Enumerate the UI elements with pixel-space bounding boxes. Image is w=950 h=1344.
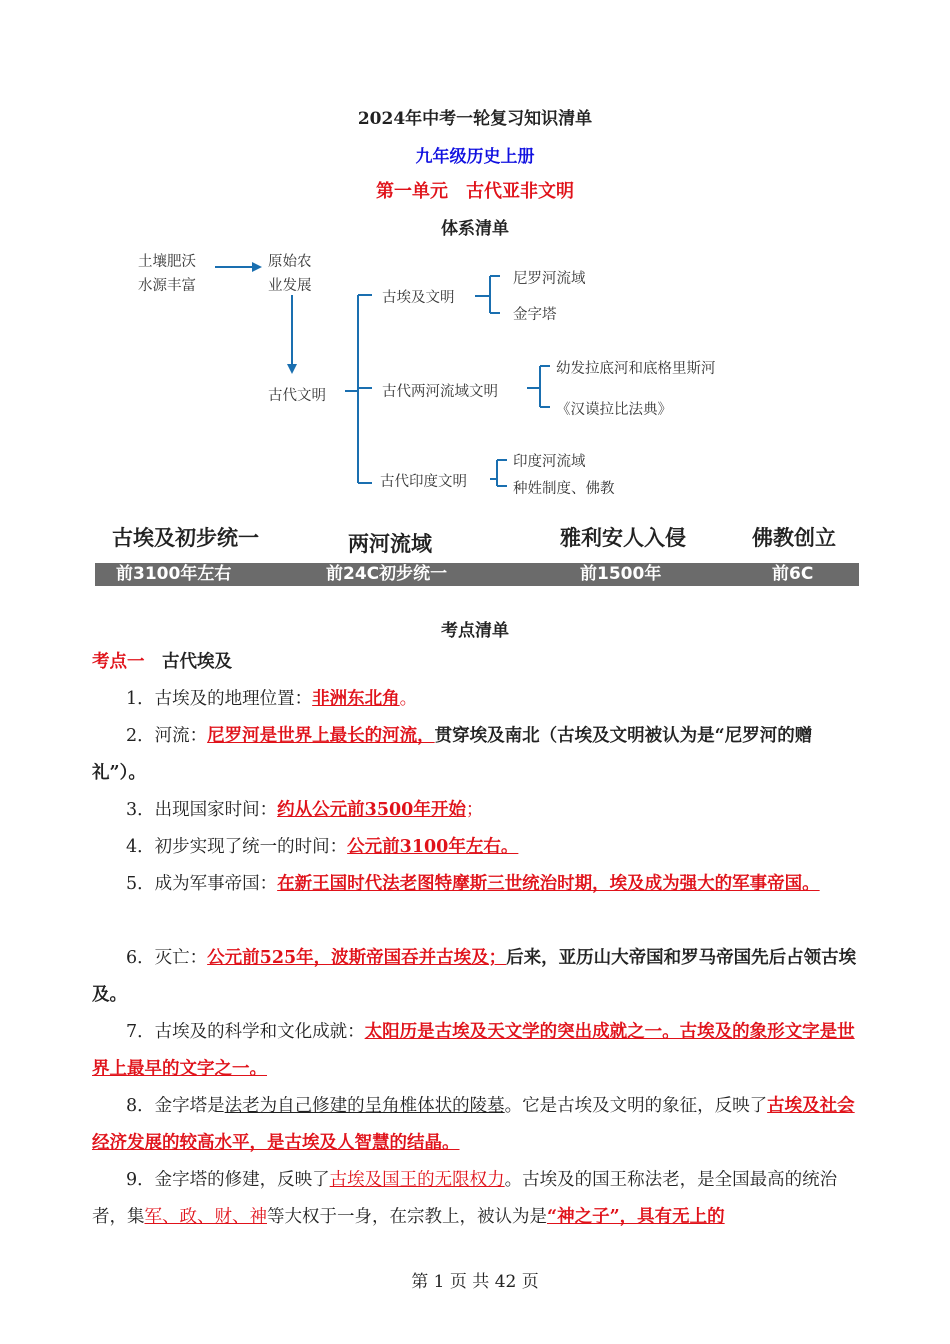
item-text: 9．金字塔的修建，反映了 <box>126 1170 330 1190</box>
item-answer: 公元前3100年左右。 <box>347 837 519 857</box>
item-text: 。它是古埃及文明的象征，反映了 <box>504 1096 768 1116</box>
map-egypt-item: 金字塔 <box>513 307 557 323</box>
item-answer: 太阳历是古埃及天文学的突出成就之一。古埃及的象形文字是世界上最早的文字之一。 <box>92 1022 855 1079</box>
map-root-civilization: 古代文明 <box>268 388 326 404</box>
item-answer: 在新王国时代法老图特摩斯三世统治时期，埃及成为强大的军事帝国。 <box>277 874 820 894</box>
timeline-date: 前6C <box>772 564 814 584</box>
item-answer: 尼罗河是世界上最长的河流， <box>207 726 435 746</box>
map-egypt-item: 尼罗河流域 <box>513 271 586 287</box>
item-text: 1．古埃及的地理位置： <box>126 689 313 709</box>
item-text: 5．成为军事帝国： <box>126 874 278 894</box>
page-footer: 第 1 页 共 42 页 <box>411 1272 539 1292</box>
item-answer: 非洲东北角 <box>312 689 400 709</box>
timeline-date: 前3100年左右 <box>116 564 232 584</box>
map-result-agri-1: 原始农 <box>268 254 312 270</box>
map-mesopotamia: 古代两河流域文明 <box>382 384 498 400</box>
item-answer: 古埃及国王的无限权力 <box>329 1170 505 1190</box>
unit-title: 第一单元 古代亚非文明 <box>376 181 574 202</box>
timeline-event: 佛教创立 <box>752 526 836 550</box>
item-text: 贯穿埃及南北（古埃及文明被认为是“尼罗河的赠礼”）。 <box>92 726 813 783</box>
map-india: 古代印度文明 <box>380 474 467 490</box>
item-5 <box>92 866 860 903</box>
item-text: 6．灭亡： <box>126 948 208 968</box>
item-answer: “神之子”，具有无上的 <box>547 1207 725 1227</box>
point-title: 古代埃及 <box>162 652 232 672</box>
item-answer: 军、政、财、神 <box>144 1207 267 1227</box>
item-text: 8．金字塔是 <box>126 1096 225 1116</box>
map-egypt: 古埃及文明 <box>382 290 455 306</box>
item-answer: 公元前525年，波斯帝国吞并古埃及； <box>207 948 507 968</box>
item-text: 。古埃及的国王称法老，是全国最高的统治者，集 <box>92 1170 838 1227</box>
map-india-item: 印度河流域 <box>513 454 586 470</box>
item-4 <box>92 829 860 866</box>
system-heading: 体系清单 <box>441 219 509 239</box>
doc-title: 2024年中考一轮复习知识清单 <box>357 109 593 129</box>
item-2 <box>92 718 860 792</box>
timeline-event: 两河流域 <box>348 532 432 556</box>
timeline-event: 雅利安人入侵 <box>560 526 686 550</box>
item-text: 2．河流： <box>126 726 208 746</box>
item-text: 后来，亚历山大帝国和罗马帝国先后占领古埃及。 <box>92 948 857 1005</box>
item-text: 等大权于一身，在宗教上，被认为是 <box>267 1207 547 1227</box>
map-cause-soil: 土壤肥沃 <box>138 254 196 270</box>
map-meso-item: 幼发拉底河和底格里斯河 <box>556 361 716 377</box>
map-result-agri-2: 业发展 <box>268 278 312 294</box>
point-heading <box>92 644 860 681</box>
map-meso-item: 《汉谟拉比法典》 <box>556 402 672 418</box>
item-answer: 古埃及社会经济发展的较高水平，是古埃及人智慧的结晶。 <box>92 1096 855 1153</box>
item-text: 7．古埃及的科学和文化成就： <box>126 1022 365 1042</box>
timeline-date: 前1500年 <box>580 564 662 584</box>
item-7 <box>92 1014 860 1088</box>
item-answer: 约从公元前3500年开始 <box>277 800 466 820</box>
timeline-event: 古埃及初步统一 <box>112 526 259 550</box>
item-text: 。 <box>399 689 418 709</box>
item-9 <box>92 1162 860 1236</box>
item-text: 3．出现国家时间： <box>126 800 278 820</box>
item-1 <box>92 681 860 718</box>
point-label: 考点一 <box>92 652 145 672</box>
item-text: 4．初步实现了统一的时间： <box>126 837 348 857</box>
exam-heading: 考点清单 <box>441 621 509 641</box>
doc-subtitle: 九年级历史上册 <box>415 147 535 167</box>
item-text: ； <box>465 800 484 820</box>
item-6 <box>92 940 860 1014</box>
timeline-date: 前24C初步统一 <box>326 564 448 584</box>
map-india-item: 种姓制度、佛教 <box>513 481 615 497</box>
map-cause-water: 水源丰富 <box>138 278 196 294</box>
item-3 <box>92 792 860 829</box>
item-8 <box>92 1088 860 1162</box>
item-underlined: 法老为自己修建的呈角椎体状的陵墓 <box>224 1096 505 1116</box>
